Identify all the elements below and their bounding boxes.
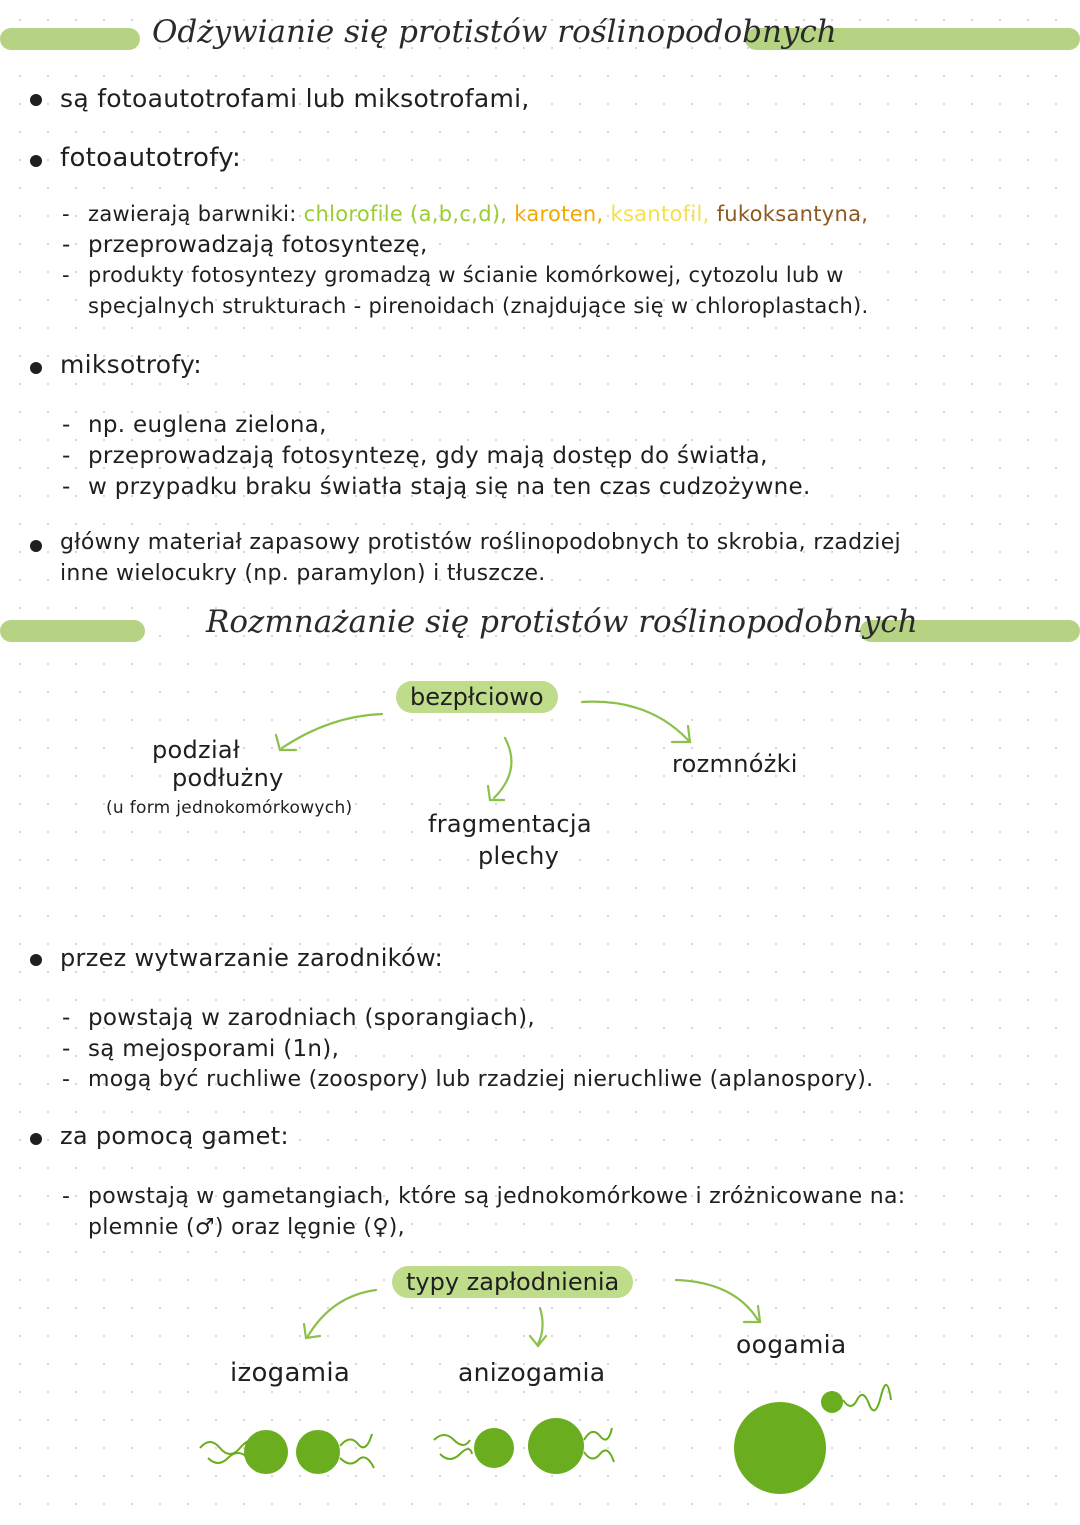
- pigments-prefix: zawierają barwniki:: [88, 202, 297, 226]
- pigment-ksantofil: ksantofil,: [610, 202, 710, 226]
- miks-item2-text: przeprowadzają fotosyntezę, gdy mają dostęp do światła,: [88, 443, 768, 469]
- arrow-to-izogamia: [308, 1290, 376, 1336]
- spores-label: przez wytwarzanie zarodników:: [60, 944, 443, 972]
- anizogamia-cells-icon: [434, 1418, 614, 1474]
- spores-item3-text: mogą być ruchliwe (zoospory) lub rzadziej nieruchliwe (aplanospory).: [88, 1067, 874, 1092]
- foto-item3a: - produkty fotosyntezy gromadzą w ścianie komórkowej, cytozolu lub w: [62, 263, 844, 287]
- asexual-title-pill: bezpłciowo: [396, 681, 558, 713]
- oogamia-label: oogamia: [736, 1330, 847, 1359]
- pigment-karoten: karoten,: [514, 202, 604, 226]
- pigment-chlorofile: chlorofile (a,b,c,d),: [303, 202, 508, 226]
- miks-item3: - w przypadku braku światła stają się na ten czas cudzożywne.: [62, 474, 811, 500]
- heading-reproduction: Rozmnażanie się protistów roślinopodobnych: [206, 604, 918, 640]
- miks-item1: - np. euglena zielona,: [62, 412, 327, 438]
- miks-item1-text: np. euglena zielona,: [88, 412, 327, 438]
- oogamia-cells-icon: [734, 1385, 891, 1494]
- arrow-to-podzial: [282, 714, 382, 748]
- rozmnozki-label: rozmnóżki: [672, 750, 798, 778]
- miks-item3-text: w przypadku braku światła stają się na ten czas cudzożywne.: [88, 474, 811, 500]
- miksotrofy-label: miksotrofy:: [60, 350, 202, 379]
- arrow-to-oogamia: [676, 1280, 758, 1320]
- fotoautotrofy-label: fotoautotrofy:: [60, 143, 242, 173]
- spores-item2: - są mejosporami (1n),: [62, 1036, 340, 1062]
- spores-item2-text: są mejosporami (1n),: [88, 1036, 340, 1062]
- izogamia-cells-icon: [200, 1430, 374, 1474]
- gametes-label: za pomocą gamet:: [60, 1122, 289, 1150]
- storage-line-a: główny materiał zapasowy protistów roślinopodobnych to skrobia, rzadziej: [60, 530, 901, 555]
- frag-line-b: plechy: [478, 842, 560, 870]
- podzial-note: (u form jednokomórkowych): [106, 798, 353, 818]
- spores-item1: - powstają w zarodniach (sporangiach),: [62, 1005, 536, 1031]
- foto-item2-text: przeprowadzają fotosyntezę,: [88, 232, 428, 258]
- frag-line-a: fragmentacja: [428, 810, 592, 838]
- arrow-to-podzial-head: [276, 735, 296, 750]
- gametes-item1a-text: powstają w gametangiach, które są jednokomórkowe i zróżnicowane na:: [88, 1184, 906, 1209]
- miks-item2: - przeprowadzają fotosyntezę, gdy mają dostęp do światła,: [62, 443, 768, 469]
- fertilization-title-pill: typy zapłodnienia: [392, 1266, 633, 1298]
- spores-item1-text: powstają w zarodniach (sporangiach),: [88, 1005, 536, 1031]
- spores-item3: - mogą być ruchliwe (zoospory) lub rzadziej nieruchliwe (aplanospory).: [62, 1067, 874, 1092]
- arrow-to-anizogamia: [538, 1308, 543, 1344]
- foto-item3b: specjalnych strukturach - pirenoidach (znajdujące się w chloroplastach).: [88, 294, 869, 318]
- pigment-fukoksantyna: fukoksantyna,: [716, 202, 869, 226]
- storage-line-b: inne wielocukry (np. paramylon) i tłuszcze.: [60, 561, 546, 586]
- anizogamia-label: anizogamia: [458, 1358, 606, 1387]
- podzial-line-a: podział: [152, 736, 241, 764]
- heading-nutrition: Odżywianie się protistów roślinopodobnych: [152, 14, 837, 50]
- izogamia-label: izogamia: [230, 1358, 351, 1388]
- foto-item3a-text: produkty fotosyntezy gromadzą w ścianie komórkowej, cytozolu lub w: [88, 263, 844, 287]
- arrow-to-rozmnozki: [582, 702, 688, 740]
- pigments-line: - zawierają barwniki: chlorofile (a,b,c,d), karoten, ksantofil, fukoksantyna,: [62, 202, 869, 226]
- gametes-item1a: - powstają w gametangiach, które są jednokomórkowe i zróżnicowane na:: [62, 1184, 906, 1209]
- arrow-to-fragmentacja: [494, 738, 511, 798]
- foto-item2: - przeprowadzają fotosyntezę,: [62, 232, 428, 258]
- podzial-line-b: podłużny: [172, 764, 284, 792]
- nutrition-line1: są fotoautotrofami lub miksotrofami,: [60, 84, 530, 113]
- gametes-item1b: plemnie (♂) oraz lęgnie (♀),: [88, 1215, 405, 1240]
- arrow-to-anizogamia-head: [530, 1336, 546, 1346]
